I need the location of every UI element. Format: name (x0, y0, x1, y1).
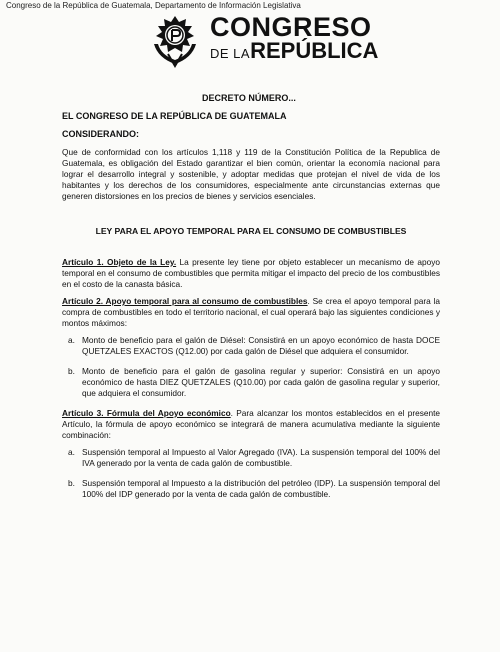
article-2 (62, 296, 440, 399)
considerando-heading: CONSIDERANDO: (62, 129, 140, 139)
list-item (62, 366, 440, 399)
article-2-text: . Se crea el apoyo temporal para la compra de combustibles en todo el territorio nacional, el cual operará bajo las siguientes condiciones y montos máximos: (62, 296, 441, 328)
decreto-heading: DECRETO NÚMERO... (202, 93, 296, 103)
article-3-paragraph (62, 408, 440, 441)
source-line: Congreso de la República de Guatemala, Departamento de Información Legislativa (6, 1, 301, 10)
list-item-mark: a. (68, 335, 75, 345)
list-item (62, 478, 440, 500)
considerando-paragraph: Que de conformidad con los artículos 1,118 y 119 de la Constitución Política de la Republica de Guatemala, es obligación del Estado garantizar el bien común, orientar la economía nacional para lograr el desarrollo integral y sostenible, y adoptar medidas que protejan el nivel de vida de los habitantes y los derechos de los consumidores, especialmente ante circunstancias externas que generen distorsiones en los precios de bienes y servicios esenciales. (62, 147, 440, 201)
document-body (62, 93, 440, 509)
article-1 (62, 257, 440, 290)
article-3-label: Artículo 3. Fórmula del Apoyo económico (62, 408, 231, 418)
congress-seal-icon (148, 14, 202, 68)
list-item-text: Suspensión temporal al Impuesto a la distribución del petróleo (IDP). La suspensión temporal del 100% del IDP generado por la venta de cada galón de combustible. (82, 478, 440, 499)
article-3-list (62, 447, 440, 500)
issuer-heading: EL CONGRESO DE LA REPÚBLICA DE GUATEMALA (62, 111, 287, 121)
list-item (62, 335, 440, 357)
list-item-mark: b. (68, 366, 75, 376)
logo-word-republica-big: REPÚBLICA (250, 38, 379, 63)
logo-word-republica (210, 40, 378, 62)
article-1-paragraph (62, 257, 440, 290)
article-1-text: La presente ley tiene por objeto establecer un mecanismo de apoyo temporal en el consumo de combustibles que permita mitigar el impacto del precio de los combustibles en el costo de la canasta básica. (62, 257, 440, 289)
logo-word-de-la: DE LA (210, 46, 251, 61)
article-2-label: Artículo 2. Apoyo temporal para al consumo de combustibles (62, 296, 308, 306)
list-item-text: Suspensión temporal al Impuesto al Valor Agregado (IVA). La suspensión temporal del 100% del IVA generado por la venta de cada galón de combustible. (82, 447, 440, 468)
law-title: LEY PARA EL APOYO TEMPORAL PARA EL CONSUMO DE COMBUSTIBLES (95, 226, 407, 236)
article-3-text: . Para alcanzar los montos establecidos en el presente Artículo, la fórmula de apoyo económico se integrará de manera acumulativa mediante la siguiente combinación: (62, 408, 440, 440)
list-item-text: Monto de beneficio para el galón de Diésel: Consistirá en un apoyo económico de hasta DOCE QUETZALES EXACTOS (Q12.00) por cada galón de Diésel que adquiera el consumidor. (82, 335, 440, 356)
list-item (62, 447, 440, 469)
article-3 (62, 408, 440, 500)
article-2-list (62, 335, 440, 399)
article-1-label: Artículo 1. Objeto de la Ley. (62, 257, 177, 267)
article-2-paragraph (62, 296, 440, 329)
list-item-mark: a. (68, 447, 75, 457)
list-item-text: Monto de beneficio para el galón de gasolina regular y superior: Consistirá en un apoyo económico de hasta DIEZ QUETZALES (Q10.00) por cada galón de gasolina regular y superior, que adquiera el consumidor. (82, 366, 440, 398)
logo-word-congreso: CONGRESO (210, 12, 372, 42)
congreso-logo (140, 10, 379, 72)
list-item-mark: b. (68, 478, 75, 488)
